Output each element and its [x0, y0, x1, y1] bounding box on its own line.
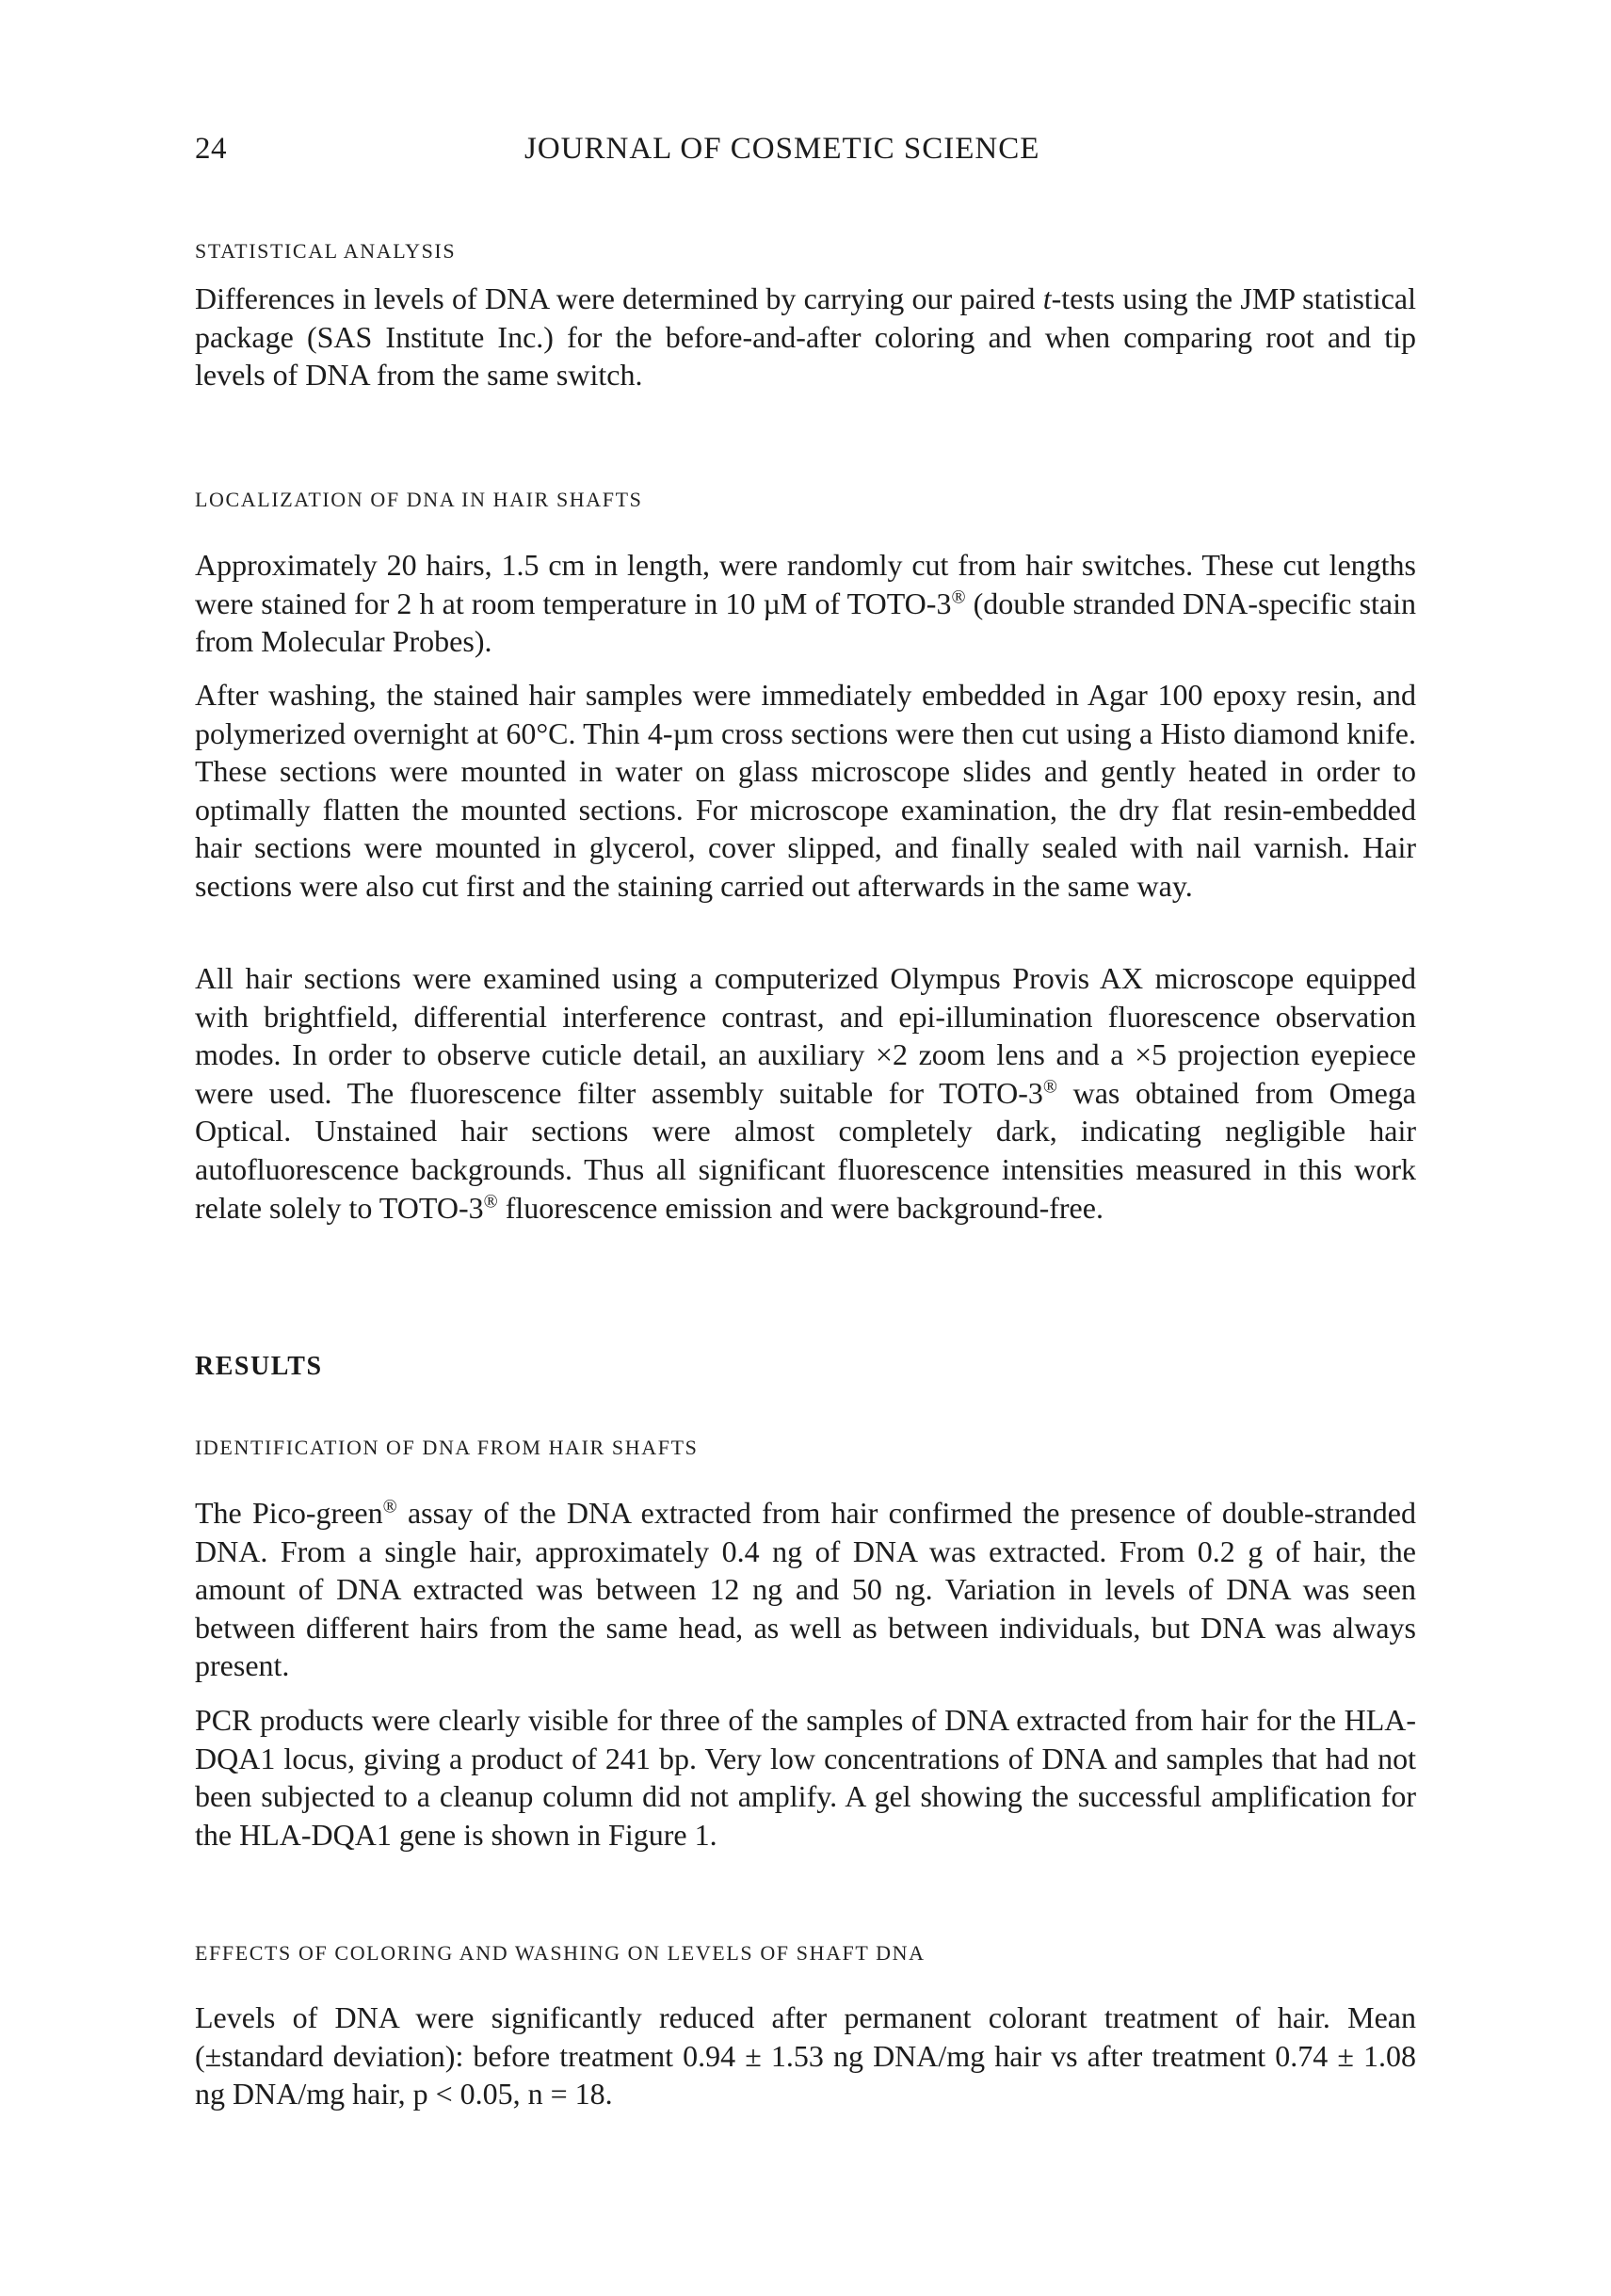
paragraph-text: (double stranded DNA-specific stain from Molecular Probes).	[195, 586, 1417, 659]
running-head	[195, 132, 1419, 179]
paragraph-identification-2: PCR products were clearly visible for three of the samples of DNA extracted from hair for the HLA-DQA1 locus, giving a product of 241 bp. Very low concentrations of DNA and samples that had not been subjected to a cleanup column did not amplify. A gel showing the successful amplification for the HLA-DQA1 gene is shown in Figure 1.	[195, 1703, 1416, 1852]
italic-t: t	[1042, 281, 1052, 315]
section-heading-statistical-analysis: STATISTICAL ANALYSIS	[195, 239, 457, 263]
paragraph-statistical-analysis	[195, 280, 1416, 394]
paragraph-identification-1	[195, 1494, 1416, 1685]
registered-mark: ®	[951, 586, 966, 607]
section-heading-identification: IDENTIFICATION OF DNA FROM HAIR SHAFTS	[195, 1436, 699, 1459]
paragraph-text: was obtained from Omega Optical. Unstained hair sections were almost completely dark, indicating negligible hair autofluorescence backgrounds. Thus all significant fluorescence intensities measured in this work relate solely to TOTO-3	[195, 1075, 1417, 1225]
paragraph-text: -tests using the JMP statistical package (SAS Institute Inc.) for the before-and-after coloring and when comparing root and tip levels of DNA from the same switch.	[195, 281, 1417, 393]
paragraph-text: Differences in levels of DNA were determined by carrying our paired	[195, 281, 1043, 315]
paragraph-text: Approximately 20 hairs, 1.5 cm in length, were randomly cut from hair switches. These cut lengths were stained for 2 h at room temperature in 10 µM of TOTO-3	[195, 548, 1416, 620]
paragraph-text: assay of the DNA extracted from hair confirmed the presence of double-stranded DNA. From a single hair, approximately 0.4 ng of DNA was extracted. From 0.2 g of hair, the amount of DNA extracted was between 12 ng and 50 ng. Variation in levels of DNA was seen between different hairs from the same head, as well as between individuals, but DNA was always present.	[195, 1496, 1417, 1683]
paragraph-localization-2: After washing, the stained hair samples were immediately embedded in Agar 100 epoxy resin, and polymerized overnight at 60°C. Thin 4-µm cross sections were then cut using a Histo diamond knife. These sections were mounted in water on glass microscope slides and gently heated in order to optimally flatten the mounted sections. For microscope examination, the dry flat resin-embedded hair sections were mounted in glycerol, cover slipped, and finally sealed with nail varnish. Hair sections were also cut first and the staining carried out afterwards in the same way.	[195, 678, 1416, 903]
section-heading-localization: LOCALIZATION OF DNA IN HAIR SHAFTS	[195, 488, 643, 511]
paragraph-text: All hair sections were examined using a computerized Olympus Provis AX microscope equipped with brightfield, differential interference contrast, and epi-illumination fluorescence observation modes. In order to observe cuticle detail, an auxiliary ×2 zoom lens and a ×5 projection eyepiece were used. The fluorescence filter assembly suitable for TOTO-3	[195, 961, 1416, 1110]
journal-title: JOURNAL OF COSMETIC SCIENCE	[524, 132, 1040, 166]
paragraph-text: The Pico-green	[195, 1496, 383, 1530]
registered-mark: ®	[1042, 1076, 1057, 1098]
page-number: 24	[195, 132, 227, 166]
paragraph-effects: Levels of DNA were significantly reduced after permanent colorant treatment of hair. Mean (±standard deviation): before treatment 0.94 ± 1.53 ng DNA/mg hair vs after treatment 0.74 ± 1.08 ng DNA/mg hair, p < 0.05, n = 18.	[195, 2000, 1416, 2111]
paragraph-text: fluorescence emission and were background-free.	[497, 1190, 1104, 1225]
section-heading-results: RESULTS	[195, 1352, 323, 1381]
registered-mark: ®	[483, 1190, 498, 1212]
registered-mark: ®	[382, 1496, 397, 1517]
paragraph-localization-1	[195, 546, 1416, 661]
paragraph-localization-3	[195, 959, 1416, 1227]
section-heading-effects: EFFECTS OF COLORING AND WASHING ON LEVELS OF SHAFT DNA	[195, 1941, 926, 1965]
